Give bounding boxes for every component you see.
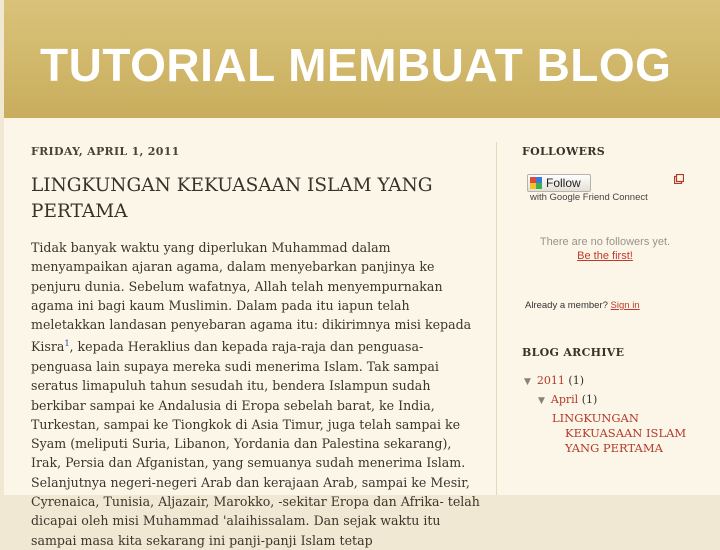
no-followers-text: There are no followers yet. <box>539 236 671 248</box>
gfc-caption: with Google Friend Connect <box>530 192 648 203</box>
already-member-text: Already a member? <box>525 300 608 311</box>
post-date: FRIDAY, APRIL 1, 2011 <box>31 145 180 158</box>
blog-title[interactable]: TUTORIAL MEMBUAT BLOG <box>40 39 672 91</box>
google-friend-connect-icon <box>530 177 542 189</box>
archive-post-title[interactable]: LINGKUNGAN KEKUASAAN ISLAM YANG PERTAMA <box>552 411 687 455</box>
blog-header <box>4 0 720 118</box>
archive-month-count: (1) <box>581 393 598 406</box>
popout-icon[interactable] <box>674 174 684 184</box>
follow-button[interactable] <box>527 174 591 192</box>
column-divider <box>496 142 497 495</box>
post-body <box>31 238 481 550</box>
already-member <box>525 300 640 311</box>
followers-heading: FOLLOWERS <box>522 145 605 158</box>
post-body-text-1: Tidak banyak waktu yang diperlukan Muhammad dalam menyampaikan ajaran agama, dalam menyebarkan panjinya ke penjuru dunia. Sebelum wafatnya, Allah telah menyempurnakan agama ini bagi kaum Muslimin. Dalam pada itu iapun telah meletakkan landasan penyebaran agama itu: dikirimnya misi kepada Kisra <box>31 240 472 355</box>
archive-month[interactable]: April <box>550 393 579 406</box>
triangle-down-icon[interactable]: ▼ <box>538 396 545 406</box>
archive-year-count: (1) <box>568 374 585 387</box>
blog-archive-heading: BLOG ARCHIVE <box>522 346 625 359</box>
triangle-down-icon[interactable]: ▼ <box>524 377 531 387</box>
sign-in-link[interactable]: Sign in <box>610 300 640 311</box>
archive-year-row[interactable] <box>524 374 584 387</box>
follow-button-label: Follow <box>546 176 581 190</box>
be-first-link[interactable]: Be the first! <box>577 250 633 262</box>
archive-month-row[interactable] <box>538 393 597 406</box>
archive-year[interactable]: 2011 <box>536 374 565 387</box>
post-title[interactable]: LINGKUNGAN KEKUASAAN ISLAM YANG PERTAMA <box>31 175 433 222</box>
archive-post-link[interactable] <box>552 411 702 456</box>
footnote-link[interactable]: 1 <box>64 339 70 349</box>
post-body-text-2: , kepada Heraklius dan kepada raja-raja dan penguasa-penguasa lain supaya mereka sudi menerima Islam. Tak sampai seratus limapuluh tahun sesudah itu, bendera Islampun sudah berkibar sampai ke Andalusia di Eropa sebelah barat, ke India, Turkestan, sampai ke Tiongkok di Asia Timur, juga telah sampai ke Syam (meliputi Suria, Libanon, Yordania dan Palestina sekarang), Irak, Persia dan Afganistan, yang semuanya sudah menerima Islam. Selanjutnya negeri-negeri Arab dan kerajaan Arab, sampai ke Mesir, Cyrenaica, Tunisia, Aljazair, Marokko, -sekitar Eropa dan Afrika- telah dicapai oleh misi Muhammad 'alaihissalam. Dan sejak waktu itu sampai masa kita sekarang ini panji-panji Islam tetap <box>31 339 480 548</box>
